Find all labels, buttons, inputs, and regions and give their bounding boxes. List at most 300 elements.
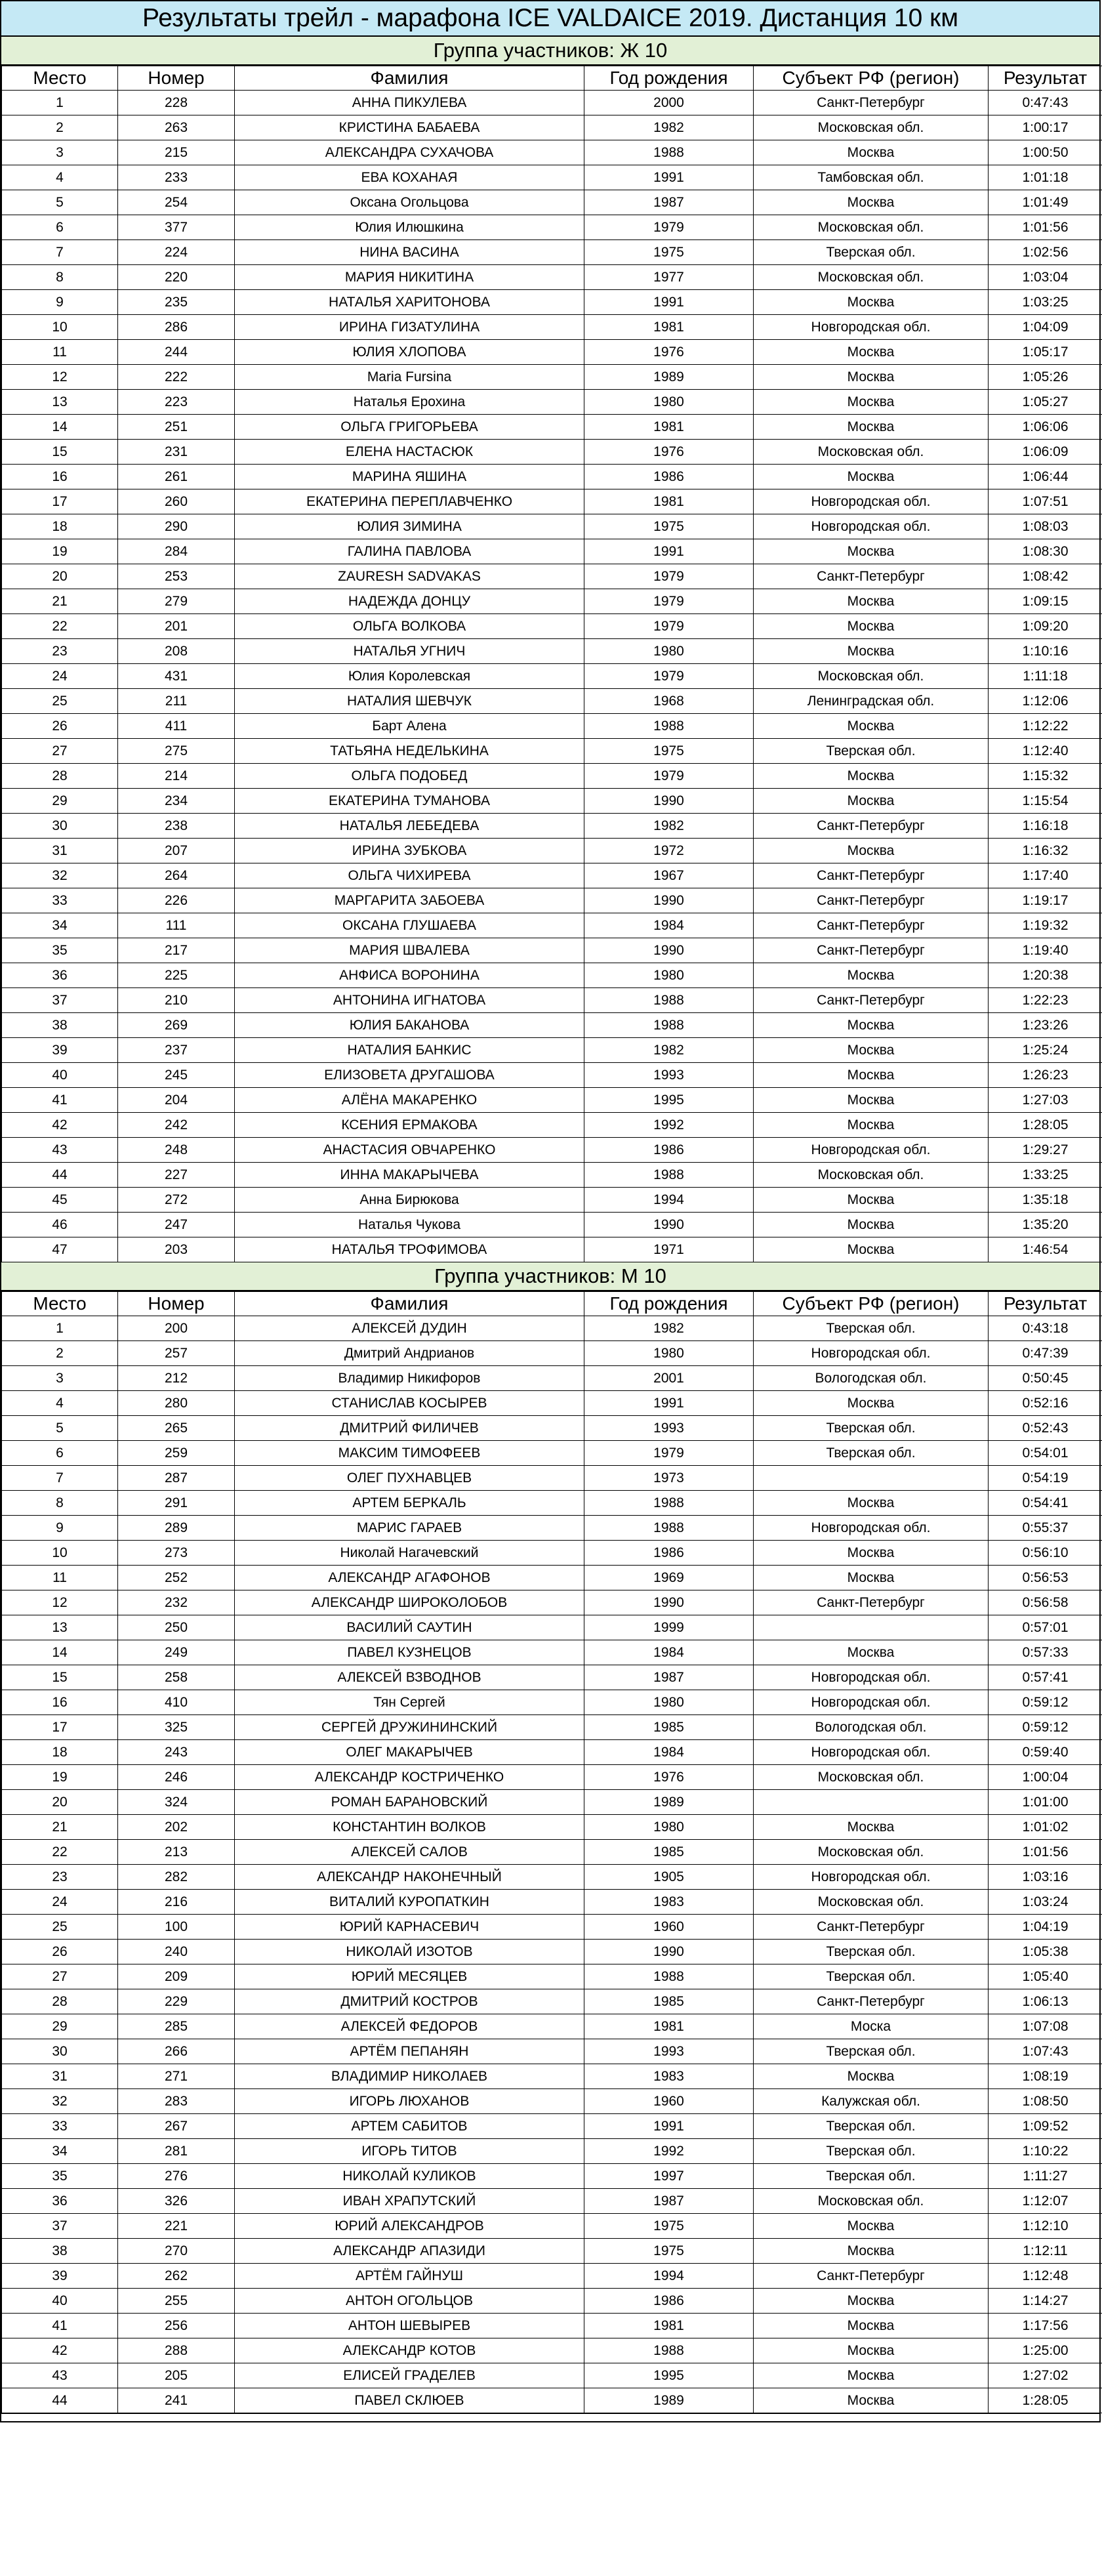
region-cell: Москва bbox=[754, 340, 989, 365]
name-cell: КРИСТИНА БАБАЕВА bbox=[235, 115, 584, 140]
table-row bbox=[2, 2214, 1102, 2239]
place-cell: 17 bbox=[2, 1715, 118, 1740]
bib-number-cell: 286 bbox=[118, 315, 235, 340]
region-cell: Санкт-Петербург bbox=[754, 1915, 989, 1940]
result-cell: 1:12:22 bbox=[989, 714, 1102, 739]
region-cell: Санкт-Петербург bbox=[754, 2264, 989, 2289]
birth-year-cell: 1989 bbox=[584, 2388, 754, 2413]
region-cell bbox=[754, 1790, 989, 1815]
table-row bbox=[2, 1138, 1102, 1163]
result-cell: 1:01:02 bbox=[989, 1815, 1102, 1840]
bib-number-cell: 253 bbox=[118, 564, 235, 589]
place-cell: 31 bbox=[2, 2064, 118, 2089]
table-row bbox=[2, 2239, 1102, 2264]
name-cell: КОНСТАНТИН ВОЛКОВ bbox=[235, 1815, 584, 1840]
name-cell: ГАЛИНА ПАВЛОВА bbox=[235, 539, 584, 564]
birth-year-cell: 1995 bbox=[584, 1088, 754, 1113]
place-cell: 9 bbox=[2, 1516, 118, 1541]
birth-year-cell: 1969 bbox=[584, 1566, 754, 1590]
place-cell: 36 bbox=[2, 963, 118, 988]
result-cell: 1:01:49 bbox=[989, 190, 1102, 215]
place-cell: 8 bbox=[2, 1491, 118, 1516]
region-cell: Тверская обл. bbox=[754, 1416, 989, 1441]
bib-number-cell: 234 bbox=[118, 789, 235, 814]
result-cell: 1:19:17 bbox=[989, 888, 1102, 913]
region-cell: Москва bbox=[754, 2388, 989, 2413]
table-row bbox=[2, 1316, 1102, 1341]
region-cell: Москва bbox=[754, 1391, 989, 1416]
birth-year-cell: 1976 bbox=[584, 1765, 754, 1790]
birth-year-cell: 1990 bbox=[584, 938, 754, 963]
bib-number-cell: 279 bbox=[118, 589, 235, 614]
place-cell: 1 bbox=[2, 91, 118, 115]
region-cell: Москва bbox=[754, 789, 989, 814]
result-cell: 1:07:51 bbox=[989, 489, 1102, 514]
region-cell: Москва bbox=[754, 390, 989, 415]
result-cell: 1:35:18 bbox=[989, 1188, 1102, 1213]
name-cell: ЮЛИЯ БАКАНОВА bbox=[235, 1013, 584, 1038]
name-cell: Наталья Чукова bbox=[235, 1213, 584, 1237]
birth-year-cell: 1975 bbox=[584, 2214, 754, 2239]
table-row bbox=[2, 1188, 1102, 1213]
table-row bbox=[2, 2039, 1102, 2064]
bib-number-cell: 252 bbox=[118, 1566, 235, 1590]
result-cell: 1:10:22 bbox=[989, 2139, 1102, 2164]
table-row bbox=[2, 1590, 1102, 1615]
place-cell: 21 bbox=[2, 589, 118, 614]
place-cell: 32 bbox=[2, 863, 118, 888]
table-row bbox=[2, 589, 1102, 614]
region-cell: Моска bbox=[754, 2014, 989, 2039]
place-cell: 20 bbox=[2, 564, 118, 589]
region-cell: Санкт-Петербург bbox=[754, 1590, 989, 1615]
table-row bbox=[2, 1765, 1102, 1790]
bib-number-cell: 273 bbox=[118, 1541, 235, 1566]
region-cell: Санкт-Петербург bbox=[754, 938, 989, 963]
result-cell: 1:27:02 bbox=[989, 2363, 1102, 2388]
result-cell: 0:57:01 bbox=[989, 1615, 1102, 1640]
table-row bbox=[2, 1163, 1102, 1188]
birth-year-cell: 1980 bbox=[584, 639, 754, 664]
region-cell: Тверская обл. bbox=[754, 1316, 989, 1341]
column-header: Место bbox=[2, 66, 118, 91]
birth-year-cell: 1973 bbox=[584, 1466, 754, 1491]
place-cell: 6 bbox=[2, 1441, 118, 1466]
result-cell: 1:17:40 bbox=[989, 863, 1102, 888]
result-cell: 1:25:24 bbox=[989, 1038, 1102, 1063]
place-cell: 27 bbox=[2, 1964, 118, 1989]
birth-year-cell: 1977 bbox=[584, 265, 754, 290]
name-cell: АЛЕКСАНДР КОСТРИЧЕНКО bbox=[235, 1765, 584, 1790]
name-cell: НАТАЛИЯ БАНКИС bbox=[235, 1038, 584, 1063]
table-row bbox=[2, 2114, 1102, 2139]
table-row bbox=[2, 1840, 1102, 1865]
bib-number-cell: 241 bbox=[118, 2388, 235, 2413]
birth-year-cell: 1981 bbox=[584, 489, 754, 514]
region-cell: Москва bbox=[754, 1088, 989, 1113]
bib-number-cell: 267 bbox=[118, 2114, 235, 2139]
result-cell: 0:57:33 bbox=[989, 1640, 1102, 1665]
bib-number-cell: 410 bbox=[118, 1690, 235, 1715]
place-cell: 28 bbox=[2, 1989, 118, 2014]
bib-number-cell: 227 bbox=[118, 1163, 235, 1188]
table-row bbox=[2, 190, 1102, 215]
bib-number-cell: 288 bbox=[118, 2338, 235, 2363]
place-cell: 18 bbox=[2, 514, 118, 539]
region-cell: Москва bbox=[754, 714, 989, 739]
bib-number-cell: 283 bbox=[118, 2089, 235, 2114]
bib-number-cell: 260 bbox=[118, 489, 235, 514]
birth-year-cell: 1987 bbox=[584, 1665, 754, 1690]
place-cell: 24 bbox=[2, 1890, 118, 1915]
name-cell: НИКОЛАЙ КУЛИКОВ bbox=[235, 2164, 584, 2189]
column-header: Субъект РФ (регион) bbox=[754, 1292, 989, 1316]
region-cell: Москва bbox=[754, 1038, 989, 1063]
column-header: Год рождения bbox=[584, 1292, 754, 1316]
place-cell: 5 bbox=[2, 1416, 118, 1441]
birth-year-cell: 1988 bbox=[584, 714, 754, 739]
birth-year-cell: 1982 bbox=[584, 115, 754, 140]
bib-number-cell: 211 bbox=[118, 689, 235, 714]
bib-number-cell: 266 bbox=[118, 2039, 235, 2064]
table-row bbox=[2, 888, 1102, 913]
result-cell: 0:56:10 bbox=[989, 1541, 1102, 1566]
name-cell: НАТАЛЬЯ ЛЕБЕДЕВА bbox=[235, 814, 584, 839]
place-cell: 14 bbox=[2, 415, 118, 440]
bib-number-cell: 228 bbox=[118, 91, 235, 115]
result-cell: 1:01:56 bbox=[989, 1840, 1102, 1865]
birth-year-cell: 1986 bbox=[584, 2289, 754, 2314]
region-cell: Москва bbox=[754, 2314, 989, 2338]
result-cell: 0:59:12 bbox=[989, 1690, 1102, 1715]
bib-number-cell: 269 bbox=[118, 1013, 235, 1038]
result-cell: 1:03:24 bbox=[989, 1890, 1102, 1915]
table-row bbox=[2, 2363, 1102, 2388]
place-cell: 3 bbox=[2, 140, 118, 165]
table-row bbox=[2, 789, 1102, 814]
place-cell: 21 bbox=[2, 1815, 118, 1840]
region-cell: Москва bbox=[754, 839, 989, 863]
birth-year-cell: 1984 bbox=[584, 1640, 754, 1665]
birth-year-cell: 1981 bbox=[584, 415, 754, 440]
table-row bbox=[2, 863, 1102, 888]
bib-number-cell: 225 bbox=[118, 963, 235, 988]
name-cell: ОЛЬГА ЧИХИРЕВА bbox=[235, 863, 584, 888]
place-cell: 39 bbox=[2, 2264, 118, 2289]
place-cell: 31 bbox=[2, 839, 118, 863]
birth-year-cell: 1979 bbox=[584, 614, 754, 639]
column-header: Год рождения bbox=[584, 66, 754, 91]
region-cell: Москва bbox=[754, 2289, 989, 2314]
name-cell: НАТАЛИЯ ШЕВЧУК bbox=[235, 689, 584, 714]
place-cell: 13 bbox=[2, 390, 118, 415]
table-row bbox=[2, 1964, 1102, 1989]
place-cell: 30 bbox=[2, 2039, 118, 2064]
region-cell: Московская обл. bbox=[754, 2189, 989, 2214]
place-cell: 7 bbox=[2, 1466, 118, 1491]
result-cell: 0:52:43 bbox=[989, 1416, 1102, 1441]
birth-year-cell: 1979 bbox=[584, 589, 754, 614]
region-cell: Ленинградская обл. bbox=[754, 689, 989, 714]
birth-year-cell: 1971 bbox=[584, 1237, 754, 1262]
region-cell: Вологодская обл. bbox=[754, 1715, 989, 1740]
name-cell: АНФИСА ВОРОНИНА bbox=[235, 963, 584, 988]
table-row bbox=[2, 315, 1102, 340]
birth-year-cell: 1905 bbox=[584, 1865, 754, 1890]
region-cell: Тверская обл. bbox=[754, 2139, 989, 2164]
birth-year-cell: 1979 bbox=[584, 215, 754, 240]
table-row bbox=[2, 2089, 1102, 2114]
bib-number-cell: 100 bbox=[118, 1915, 235, 1940]
region-cell: Москва bbox=[754, 764, 989, 789]
result-cell: 1:07:08 bbox=[989, 2014, 1102, 2039]
birth-year-cell: 1991 bbox=[584, 290, 754, 315]
place-cell: 44 bbox=[2, 2388, 118, 2413]
table-row bbox=[2, 2289, 1102, 2314]
region-cell: Тверская обл. bbox=[754, 1964, 989, 1989]
place-cell: 5 bbox=[2, 190, 118, 215]
name-cell: Николай Нагачевский bbox=[235, 1541, 584, 1566]
table-row bbox=[2, 215, 1102, 240]
result-cell: 1:09:52 bbox=[989, 2114, 1102, 2139]
name-cell: ДМИТРИЙ ФИЛИЧЕВ bbox=[235, 1416, 584, 1441]
name-cell: Юлия Илюшкина bbox=[235, 215, 584, 240]
place-cell: 29 bbox=[2, 789, 118, 814]
place-cell: 24 bbox=[2, 664, 118, 689]
result-cell: 1:05:26 bbox=[989, 365, 1102, 390]
result-cell: 1:09:15 bbox=[989, 589, 1102, 614]
region-cell: Тверская обл. bbox=[754, 1940, 989, 1964]
region-cell: Тверская обл. bbox=[754, 739, 989, 764]
bib-number-cell: 285 bbox=[118, 2014, 235, 2039]
place-cell: 19 bbox=[2, 539, 118, 564]
place-cell: 35 bbox=[2, 2164, 118, 2189]
name-cell: ЮРИЙ МЕСЯЦЕВ bbox=[235, 1964, 584, 1989]
name-cell: МАРИС ГАРАЕВ bbox=[235, 1516, 584, 1541]
bib-number-cell: 281 bbox=[118, 2139, 235, 2164]
bib-number-cell: 250 bbox=[118, 1615, 235, 1640]
table-row bbox=[2, 1740, 1102, 1765]
name-cell: ОЛЬГА ВОЛКОВА bbox=[235, 614, 584, 639]
place-cell: 32 bbox=[2, 2089, 118, 2114]
birth-year-cell: 1985 bbox=[584, 1840, 754, 1865]
result-cell: 0:54:19 bbox=[989, 1466, 1102, 1491]
result-cell: 1:04:09 bbox=[989, 315, 1102, 340]
result-cell: 1:20:38 bbox=[989, 963, 1102, 988]
name-cell: СЕРГЕЙ ДРУЖИНИНСКИЙ bbox=[235, 1715, 584, 1740]
table-row bbox=[2, 1113, 1102, 1138]
name-cell: ИВАН ХРАПУТСКИЙ bbox=[235, 2189, 584, 2214]
name-cell: ДМИТРИЙ КОСТРОВ bbox=[235, 1989, 584, 2014]
table-row bbox=[2, 639, 1102, 664]
name-cell: Дмитрий Андрианов bbox=[235, 1341, 584, 1366]
birth-year-cell: 1979 bbox=[584, 564, 754, 589]
table-row bbox=[2, 489, 1102, 514]
place-cell: 43 bbox=[2, 2363, 118, 2388]
birth-year-cell: 1979 bbox=[584, 1441, 754, 1466]
bib-number-cell: 289 bbox=[118, 1516, 235, 1541]
name-cell: ИРИНА ЗУБКОВА bbox=[235, 839, 584, 863]
result-cell: 1:17:56 bbox=[989, 2314, 1102, 2338]
birth-year-cell: 1984 bbox=[584, 1740, 754, 1765]
place-cell: 11 bbox=[2, 340, 118, 365]
birth-year-cell: 1979 bbox=[584, 664, 754, 689]
bib-number-cell: 290 bbox=[118, 514, 235, 539]
place-cell: 1 bbox=[2, 1316, 118, 1341]
bib-number-cell: 232 bbox=[118, 1590, 235, 1615]
table-row bbox=[2, 1815, 1102, 1840]
table-row bbox=[2, 1341, 1102, 1366]
place-cell: 41 bbox=[2, 2314, 118, 2338]
name-cell: ЮЛИЯ ЗИМИНА bbox=[235, 514, 584, 539]
table-row bbox=[2, 1915, 1102, 1940]
region-cell: Москва bbox=[754, 614, 989, 639]
birth-year-cell: 1975 bbox=[584, 514, 754, 539]
table-row bbox=[2, 764, 1102, 789]
result-cell: 1:16:18 bbox=[989, 814, 1102, 839]
birth-year-cell: 1991 bbox=[584, 539, 754, 564]
name-cell: МАРИНА ЯШИНА bbox=[235, 465, 584, 489]
birth-year-cell: 1972 bbox=[584, 839, 754, 863]
result-cell: 1:03:16 bbox=[989, 1865, 1102, 1890]
result-cell: 1:23:26 bbox=[989, 1013, 1102, 1038]
table-row bbox=[2, 2064, 1102, 2089]
region-cell: Москва bbox=[754, 2214, 989, 2239]
region-cell: Московская обл. bbox=[754, 265, 989, 290]
table-row bbox=[2, 1615, 1102, 1640]
birth-year-cell: 1983 bbox=[584, 2064, 754, 2089]
birth-year-cell: 1967 bbox=[584, 863, 754, 888]
name-cell: АЛЕКСЕЙ САЛОВ bbox=[235, 1840, 584, 1865]
result-cell: 0:56:53 bbox=[989, 1566, 1102, 1590]
region-cell: Новгородская обл. bbox=[754, 1138, 989, 1163]
name-cell: Тян Сергей bbox=[235, 1690, 584, 1715]
birth-year-cell: 1988 bbox=[584, 140, 754, 165]
place-cell: 25 bbox=[2, 1915, 118, 1940]
place-cell: 26 bbox=[2, 714, 118, 739]
name-cell: АННА ПИКУЛЕВА bbox=[235, 91, 584, 115]
name-cell: ЕКАТЕРИНА ТУМАНОВА bbox=[235, 789, 584, 814]
region-cell: Новгородская обл. bbox=[754, 1865, 989, 1890]
name-cell: ОЛЬГА ПОДОБЕД bbox=[235, 764, 584, 789]
place-cell: 38 bbox=[2, 1013, 118, 1038]
region-cell: Новгородская обл. bbox=[754, 1341, 989, 1366]
region-cell: Московская обл. bbox=[754, 1163, 989, 1188]
bib-number-cell: 238 bbox=[118, 814, 235, 839]
table-row bbox=[2, 1940, 1102, 1964]
birth-year-cell: 1993 bbox=[584, 1416, 754, 1441]
birth-year-cell: 1985 bbox=[584, 1715, 754, 1740]
result-cell: 1:27:03 bbox=[989, 1088, 1102, 1113]
header-row bbox=[2, 1292, 1102, 1316]
region-cell: Москва bbox=[754, 1491, 989, 1516]
table-row bbox=[2, 290, 1102, 315]
birth-year-cell: 1988 bbox=[584, 1013, 754, 1038]
name-cell: Наталья Ерохина bbox=[235, 390, 584, 415]
birth-year-cell: 1989 bbox=[584, 1790, 754, 1815]
result-cell: 1:01:00 bbox=[989, 1790, 1102, 1815]
name-cell: ЕЛЕНА НАСТАСЮК bbox=[235, 440, 584, 465]
place-cell: 8 bbox=[2, 265, 118, 290]
region-cell: Москва bbox=[754, 2239, 989, 2264]
result-cell: 1:00:17 bbox=[989, 115, 1102, 140]
name-cell: АРТЕМ БЕРКАЛЬ bbox=[235, 1491, 584, 1516]
result-cell: 1:06:13 bbox=[989, 1989, 1102, 2014]
birth-year-cell: 1988 bbox=[584, 1516, 754, 1541]
region-cell: Тверская обл. bbox=[754, 1441, 989, 1466]
place-cell: 37 bbox=[2, 2214, 118, 2239]
region-cell: Москва bbox=[754, 1815, 989, 1840]
result-cell: 1:19:32 bbox=[989, 913, 1102, 938]
name-cell: АНТОНИНА ИГНАТОВА bbox=[235, 988, 584, 1013]
region-cell: Новгородская обл. bbox=[754, 489, 989, 514]
birth-year-cell: 1988 bbox=[584, 1163, 754, 1188]
bib-number-cell: 255 bbox=[118, 2289, 235, 2314]
birth-year-cell: 1976 bbox=[584, 340, 754, 365]
table-row bbox=[2, 1441, 1102, 1466]
column-header: Результат bbox=[989, 1292, 1102, 1316]
place-cell: 12 bbox=[2, 365, 118, 390]
result-cell: 1:07:43 bbox=[989, 2039, 1102, 2064]
bib-number-cell: 215 bbox=[118, 140, 235, 165]
birth-year-cell: 1980 bbox=[584, 1815, 754, 1840]
name-cell: МАКСИМ ТИМОФЕЕВ bbox=[235, 1441, 584, 1466]
place-cell: 34 bbox=[2, 2139, 118, 2164]
result-cell: 0:43:18 bbox=[989, 1316, 1102, 1341]
name-cell: ИРИНА ГИЗАТУЛИНА bbox=[235, 315, 584, 340]
result-cell: 1:16:32 bbox=[989, 839, 1102, 863]
bib-number-cell: 243 bbox=[118, 1740, 235, 1765]
bib-number-cell: 229 bbox=[118, 1989, 235, 2014]
region-cell: Москва bbox=[754, 415, 989, 440]
name-cell: АЛЕКСЕЙ ФЕДОРОВ bbox=[235, 2014, 584, 2039]
result-cell: 1:00:50 bbox=[989, 140, 1102, 165]
birth-year-cell: 1982 bbox=[584, 814, 754, 839]
bib-number-cell: 249 bbox=[118, 1640, 235, 1665]
bib-number-cell: 231 bbox=[118, 440, 235, 465]
region-cell: Новгородская обл. bbox=[754, 514, 989, 539]
name-cell: АЛЕКСАНДР КОТОВ bbox=[235, 2338, 584, 2363]
birth-year-cell: 1995 bbox=[584, 2363, 754, 2388]
region-cell bbox=[754, 1466, 989, 1491]
bib-number-cell: 217 bbox=[118, 938, 235, 963]
place-cell: 15 bbox=[2, 1665, 118, 1690]
birth-year-cell: 1990 bbox=[584, 888, 754, 913]
region-cell bbox=[754, 1615, 989, 1640]
name-cell: ЕЛИСЕЙ ГРАДЕЛЕВ bbox=[235, 2363, 584, 2388]
place-cell: 6 bbox=[2, 215, 118, 240]
bib-number-cell: 325 bbox=[118, 1715, 235, 1740]
bib-number-cell: 237 bbox=[118, 1038, 235, 1063]
column-header: Место bbox=[2, 1292, 118, 1316]
name-cell: ОКСАНА ГЛУШАЕВА bbox=[235, 913, 584, 938]
region-cell: Москва bbox=[754, 2064, 989, 2089]
place-cell: 40 bbox=[2, 1063, 118, 1088]
birth-year-cell: 1989 bbox=[584, 365, 754, 390]
result-cell: 1:46:54 bbox=[989, 1237, 1102, 1262]
bib-number-cell: 276 bbox=[118, 2164, 235, 2189]
bib-number-cell: 254 bbox=[118, 190, 235, 215]
region-cell: Московская обл. bbox=[754, 215, 989, 240]
bib-number-cell: 223 bbox=[118, 390, 235, 415]
region-cell: Санкт-Петербург bbox=[754, 91, 989, 115]
table-row bbox=[2, 465, 1102, 489]
name-cell: ТАТЬЯНА НЕДЕЛЬКИНА bbox=[235, 739, 584, 764]
name-cell: ПАВЕЛ СКЛЮЕВ bbox=[235, 2388, 584, 2413]
birth-year-cell: 1980 bbox=[584, 1690, 754, 1715]
table-row bbox=[2, 140, 1102, 165]
birth-year-cell: 1991 bbox=[584, 1391, 754, 1416]
